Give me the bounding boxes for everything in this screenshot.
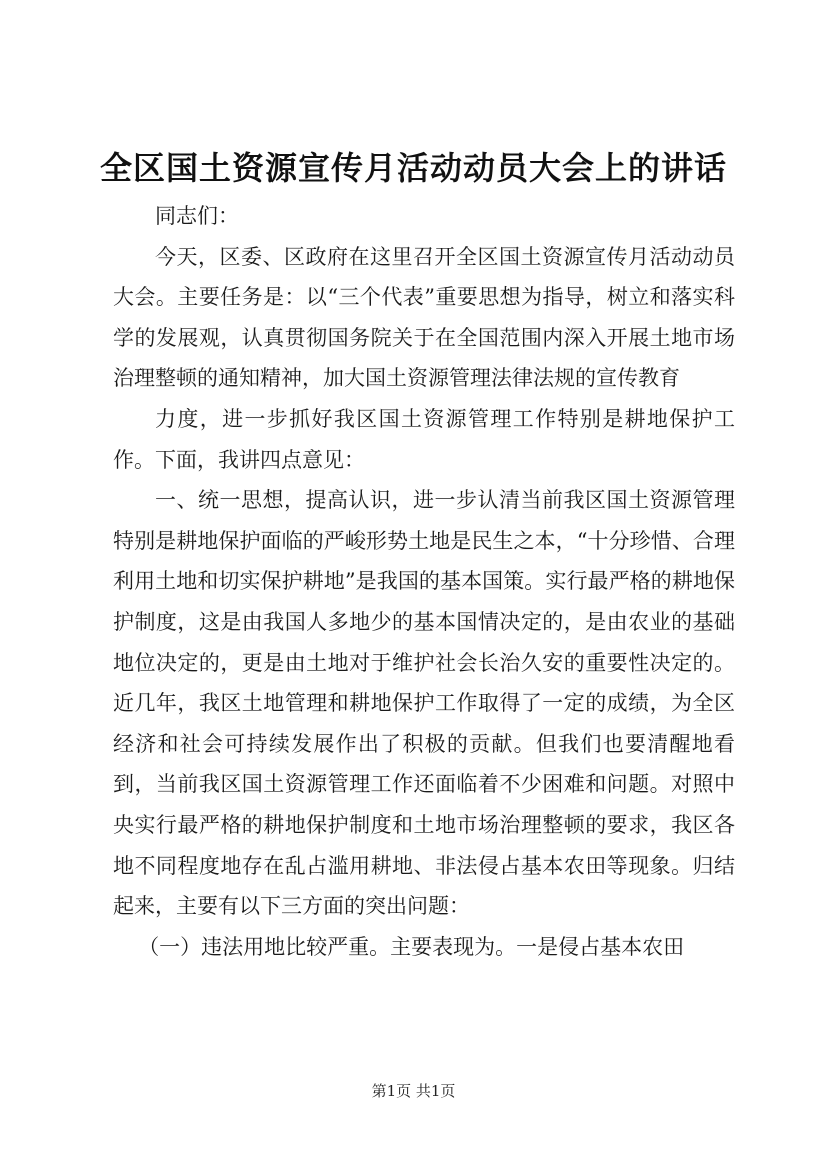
salutation: 同志们： — [155, 204, 239, 228]
paragraph-continuation: 力度，进一步抓好我区国土资源管理工作特别是耕地保护工作。下面，我讲四点意见： — [113, 406, 735, 472]
paragraph-intro: 今天，区委、区政府在这里召开全区国土资源宣传月活动动员大会。主要任务是：以“三个代表”重要思想为指导，树立和落实科学的发展观，认真贯彻国务院关于在全国范围内深入开展土地市场治理整顿的通知精神，加大国土资源管理法律法规的宣传教育 — [113, 244, 735, 391]
paragraph-section-one: 一、统一思想，提高认识，进一步认清当前我区国土资源管理特别是耕地保护面临的严峻形势土地是民生之本，“十分珍惜、合理利用土地和切实保护耕地”是我国的基本国策。实行最严格的耕地保护制度，这是由我国人多地少的基本国情决定的，是由农业的基础地位决定的，更是由土地对于维护社会长治久安的重要性决定的。近几年，我区土地管理和耕地保护工作取得了一定的成绩，为全区经济和社会可持续发展作出了积极的贡献。但我们也要清醒地看到，当前我区国土资源管理工作还面临着不少困难和问题。对照中央实行最严格的耕地保护制度和土地市场治理整顿的要求，我区各地不同程度地存在乱占滥用耕地、非法侵占基本农田等现象。归结起来，主要有以下三方面的突出问题： — [113, 488, 735, 919]
document-title: 全区国土资源宣传月活动动员大会上的讲话 — [99, 149, 727, 187]
document-body — [113, 196, 735, 967]
page-number-footer: 第1页 共1页 — [371, 1082, 456, 1100]
paragraph-subsection-one: （一）违法用地比较严重。主要表现为。一是侵占基本农田 — [138, 934, 685, 959]
